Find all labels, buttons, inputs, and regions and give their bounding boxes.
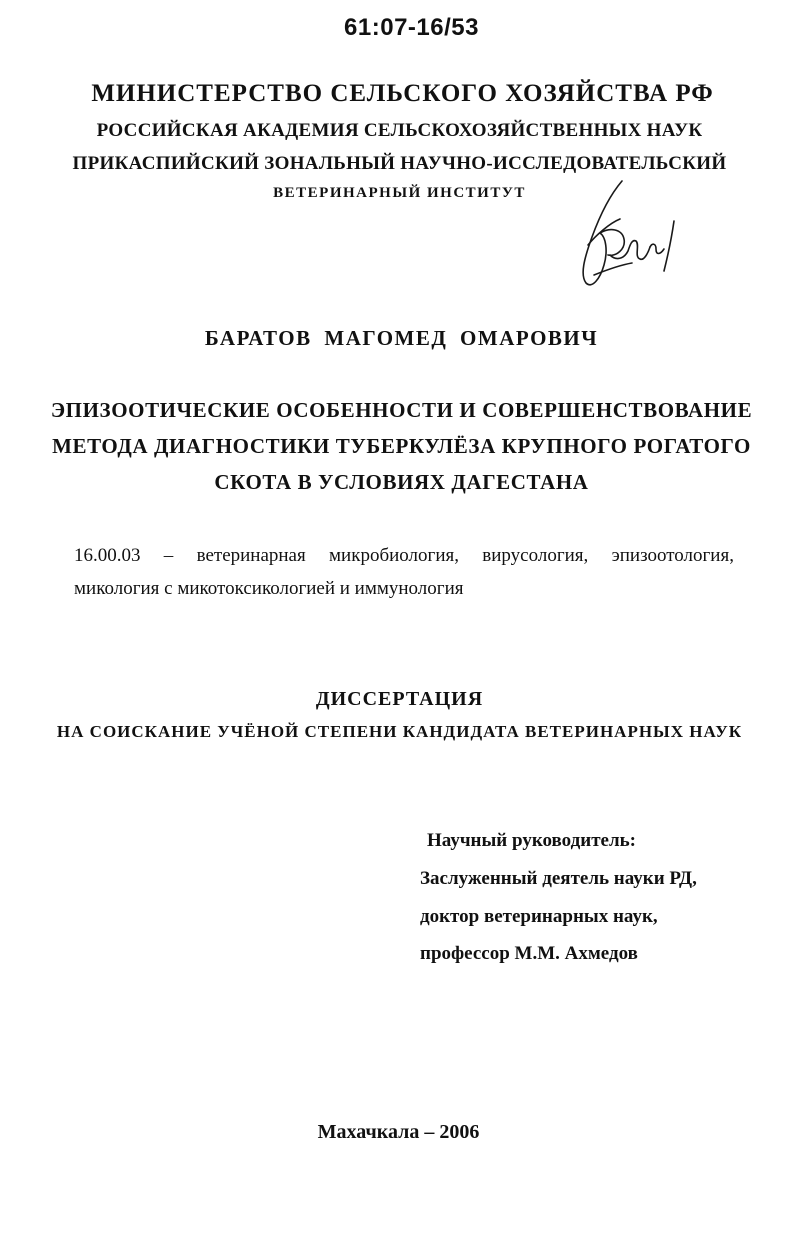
specialty-word: вирусология, bbox=[482, 545, 589, 566]
document-type: ДИССЕРТАЦИЯ bbox=[315, 688, 484, 710]
specialty-line2: микология с микотоксикологией и иммунология bbox=[74, 578, 464, 599]
city-year: Махачкала – 2006 bbox=[317, 1121, 480, 1143]
specialty-code: 16.00.03 bbox=[74, 545, 141, 566]
academy-name: РОССИЙСКАЯ АКАДЕМИЯ СЕЛЬСКОХОЗЯЙСТВЕННЫХ НАУК bbox=[96, 120, 703, 141]
institute-name-line2: ВЕТЕРИНАРНЫЙ ИНСТИТУТ bbox=[273, 185, 526, 201]
supervisor-honor: Заслуженный деятель науки РД, bbox=[420, 868, 697, 889]
handwritten-signature bbox=[570, 175, 680, 295]
thesis-title-line3: СКОТА В УСЛОВИЯХ ДАГЕСТАНА bbox=[214, 470, 589, 494]
specialty-line1 bbox=[74, 545, 734, 567]
specialty-word: эпизоотология, bbox=[611, 545, 734, 566]
thesis-title-line1: ЭПИЗООТИЧЕСКИЕ ОСОБЕННОСТИ И СОВЕРШЕНСТВОВАНИЕ bbox=[50, 398, 753, 422]
degree-sought: НА СОИСКАНИЕ УЧЁНОЙ СТЕПЕНИ КАНДИДАТА ВЕТЕРИНАРНЫХ НАУК bbox=[56, 722, 743, 741]
specialty-word: ветеринарная bbox=[196, 545, 306, 566]
supervisor-name: профессор М.М. Ахмедов bbox=[420, 943, 638, 964]
thesis-title-line2: МЕТОДА ДИАГНОСТИКИ ТУБЕРКУЛЁЗА КРУПНОГО РОГАТОГО bbox=[52, 434, 751, 458]
catalog-code: 61:07-16/53 bbox=[344, 14, 479, 41]
supervisor-label: Научный руководитель: bbox=[427, 830, 636, 851]
institute-name-line1: ПРИКАСПИЙСКИЙ ЗОНАЛЬНЫЙ НАУЧНО-ИССЛЕДОВАТЕЛЬСКИЙ bbox=[72, 153, 727, 174]
ministry-name: МИНИСТЕРСТВО СЕЛЬСКОГО ХОЗЯЙСТВА РФ bbox=[91, 80, 714, 107]
specialty-dash: – bbox=[163, 545, 174, 566]
author-name: БАРАТОВ МАГОМЕД ОМАРОВИЧ bbox=[204, 326, 599, 350]
specialty-word: микробиология, bbox=[329, 545, 459, 566]
supervisor-degree: доктор ветеринарных наук, bbox=[420, 906, 658, 927]
